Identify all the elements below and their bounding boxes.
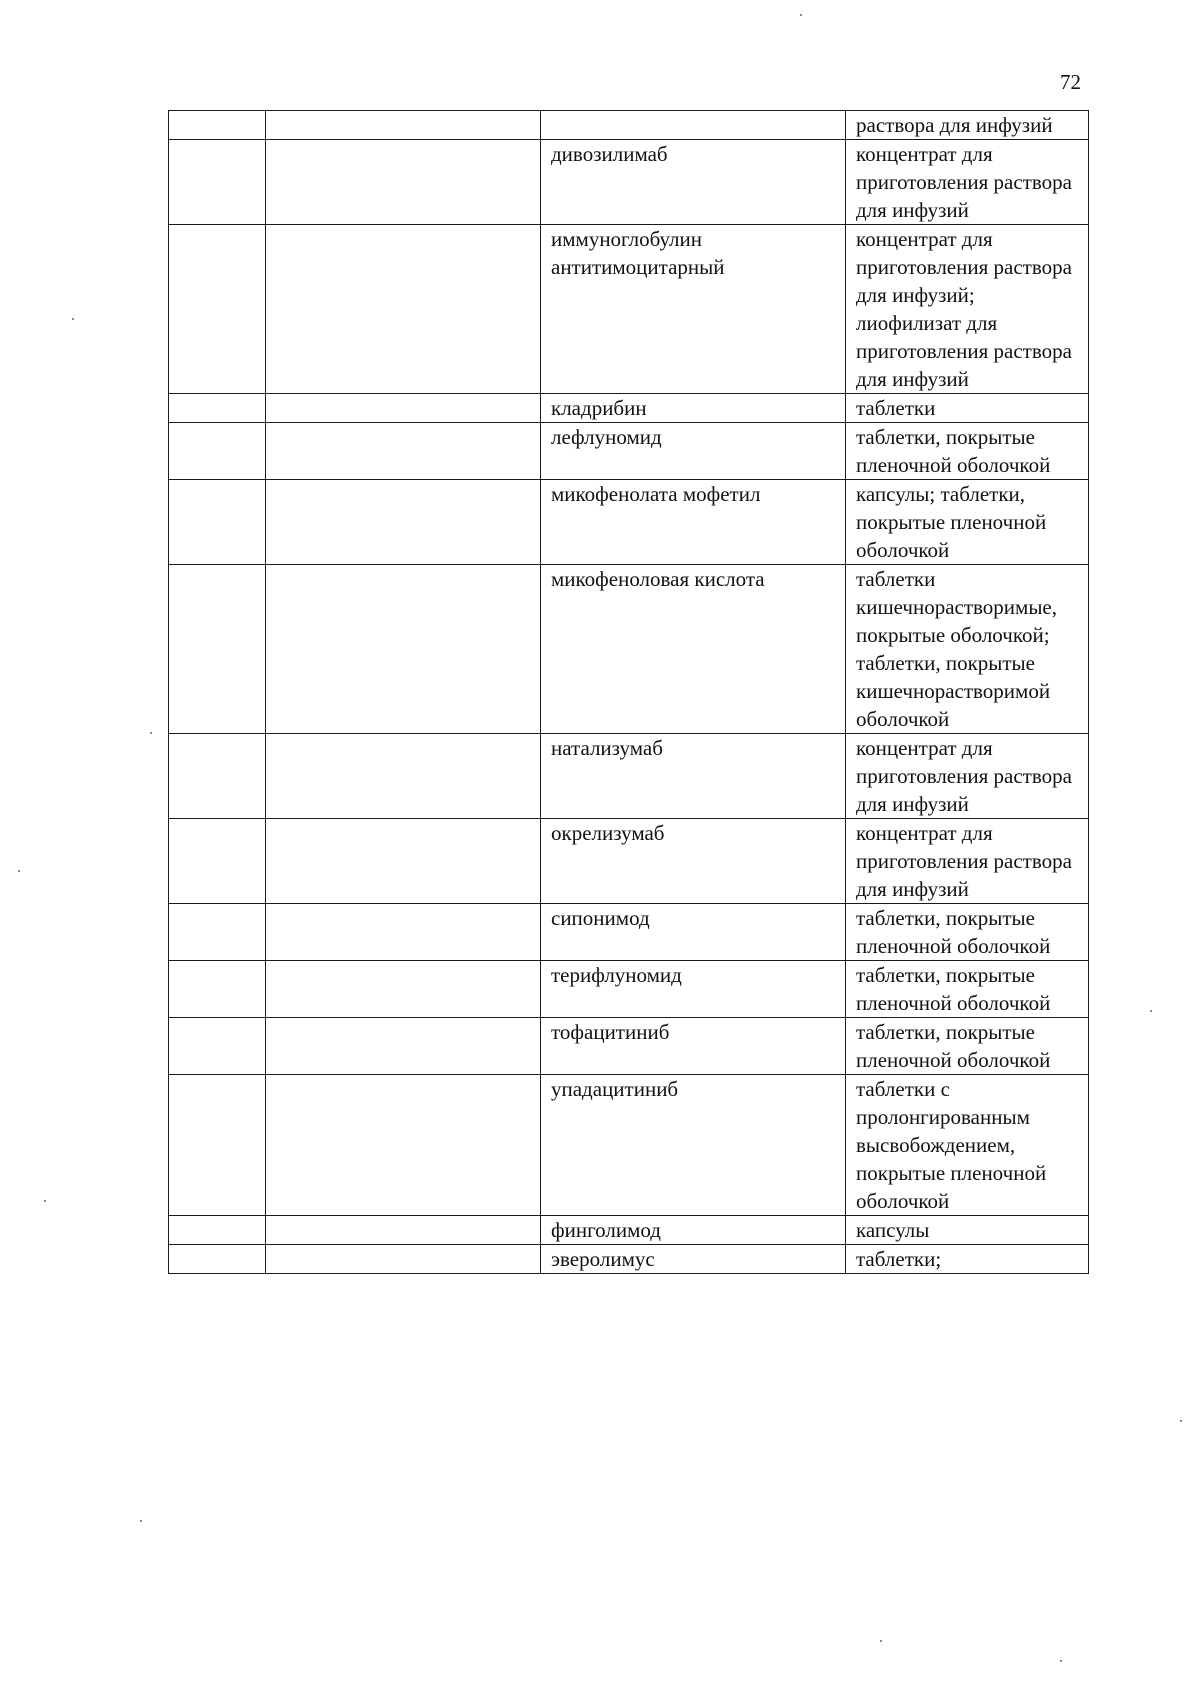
group-name-cell [266,565,541,734]
table-row [169,423,1089,480]
group-name-cell [266,423,541,480]
scan-speck [1150,1010,1152,1012]
group-name-cell [266,140,541,225]
atc-code-cell [169,225,266,394]
atc-code-cell [169,423,266,480]
drug-table [168,110,1089,1274]
table-row [169,140,1089,225]
table-row [169,961,1089,1018]
drug-name-cell: микофенолата мофетил [541,480,846,565]
page-number: 72 [1060,70,1081,94]
scan-speck [150,732,152,734]
table-row [169,1216,1089,1245]
drug-name-cell: лефлуномид [541,423,846,480]
group-name-cell [266,1245,541,1274]
scan-speck [880,1640,882,1642]
atc-code-cell [169,734,266,819]
drug-name-cell: окрелизумаб [541,819,846,904]
dosage-form-cell: концентрат для приготовления раствора для инфузий; лиофилизат для приготовления раствора для инфузий [846,225,1089,394]
dosage-form-cell: таблетки, покрытые пленочной оболочкой [846,1018,1089,1075]
drug-name-cell: дивозилимаб [541,140,846,225]
drug-name-cell: натализумаб [541,734,846,819]
atc-code-cell [169,111,266,140]
atc-code-cell [169,480,266,565]
table-row [169,225,1089,394]
atc-code-cell [169,1245,266,1274]
atc-code-cell [169,394,266,423]
dosage-form-cell: концентрат для приготовления раствора для инфузий [846,819,1089,904]
drug-name-cell: эверолимус [541,1245,846,1274]
atc-code-cell [169,904,266,961]
dosage-form-cell: раствора для инфузий [846,111,1089,140]
group-name-cell [266,1018,541,1075]
atc-code-cell [169,565,266,734]
dosage-form-cell: таблетки, покрытые пленочной оболочкой [846,961,1089,1018]
group-name-cell [266,111,541,140]
scan-speck [72,318,74,320]
drug-name-cell: сипонимод [541,904,846,961]
drug-name-cell: терифлуномид [541,961,846,1018]
dosage-form-cell: таблетки; [846,1245,1089,1274]
drug-name-cell [541,111,846,140]
table-row [169,1018,1089,1075]
group-name-cell [266,961,541,1018]
dosage-form-cell: таблетки [846,394,1089,423]
group-name-cell [266,1216,541,1245]
drug-name-cell: микофеноловая кислота [541,565,846,734]
table-row [169,111,1089,140]
group-name-cell [266,480,541,565]
drug-name-cell: иммуноглобулин антитимоцитарный [541,225,846,394]
drug-name-cell: кладрибин [541,394,846,423]
dosage-form-cell: концентрат для приготовления раствора для инфузий [846,734,1089,819]
atc-code-cell [169,1216,266,1245]
table-row [169,565,1089,734]
group-name-cell [266,225,541,394]
scan-speck [44,1200,46,1202]
drug-name-cell: финголимод [541,1216,846,1245]
dosage-form-cell: таблетки, покрытые пленочной оболочкой [846,423,1089,480]
table-row [169,819,1089,904]
scan-speck [800,14,802,16]
scan-speck [140,1520,142,1522]
atc-code-cell [169,961,266,1018]
dosage-form-cell: таблетки с пролонгированным высвобождением, покрытые пленочной оболочкой [846,1075,1089,1216]
table-row [169,480,1089,565]
group-name-cell [266,394,541,423]
drug-name-cell: тофацитиниб [541,1018,846,1075]
table-row [169,1245,1089,1274]
table-row [169,904,1089,961]
scan-speck [18,870,20,872]
group-name-cell [266,1075,541,1216]
dosage-form-cell: капсулы [846,1216,1089,1245]
scan-speck [1060,1660,1062,1662]
atc-code-cell [169,1018,266,1075]
drug-name-cell: упадацитиниб [541,1075,846,1216]
group-name-cell [266,904,541,961]
dosage-form-cell: концентрат для приготовления раствора для инфузий [846,140,1089,225]
atc-code-cell [169,140,266,225]
dosage-form-cell: капсулы; таблетки, покрытые пленочной оболочкой [846,480,1089,565]
dosage-form-cell: таблетки кишечнорастворимые, покрытые оболочкой; таблетки, покрытые кишечнорастворимой оболочкой [846,565,1089,734]
group-name-cell [266,734,541,819]
atc-code-cell [169,1075,266,1216]
table-row [169,734,1089,819]
atc-code-cell [169,819,266,904]
dosage-form-cell: таблетки, покрытые пленочной оболочкой [846,904,1089,961]
group-name-cell [266,819,541,904]
table-row [169,394,1089,423]
scan-speck [1180,1420,1182,1422]
table-row [169,1075,1089,1216]
